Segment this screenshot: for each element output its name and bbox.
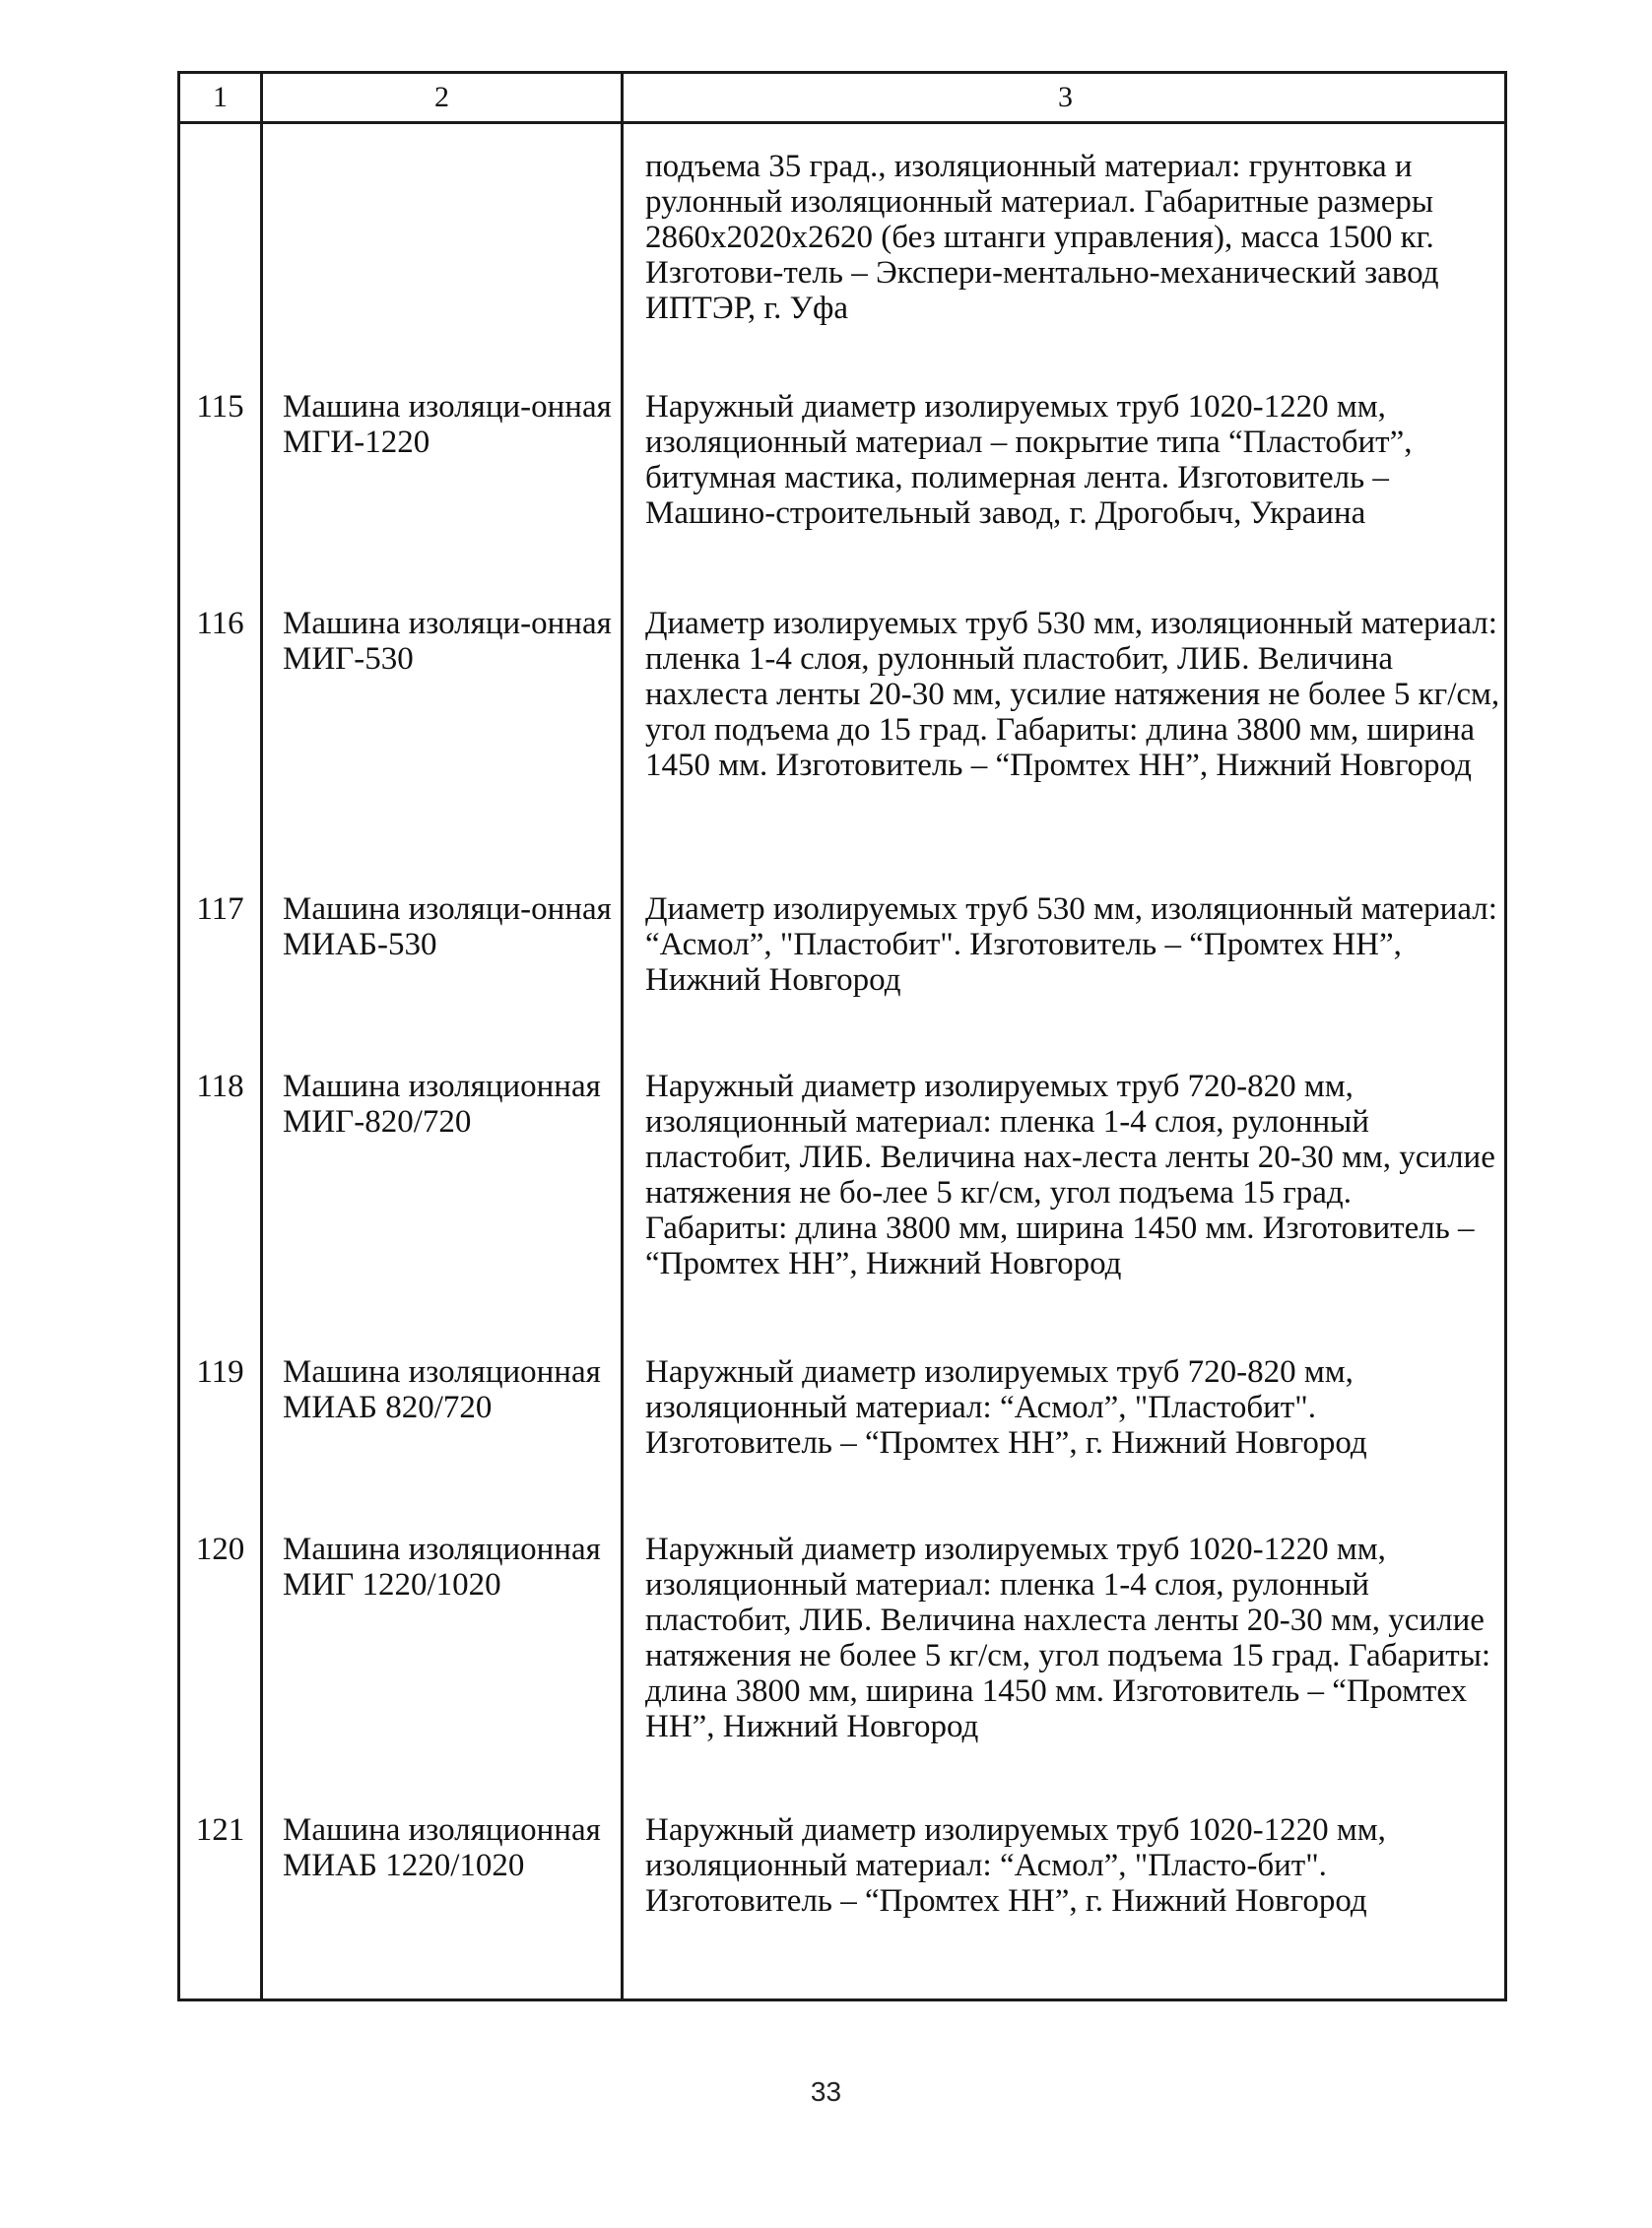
row-description: Наружный диаметр изолируемых труб 1020-1220 мм, изоляционный материал: пленка 1-4 слоя, рулонный пластобит, ЛИБ. Величина нахлеста ленты 20-30 мм, усилие натяжения не более 5 кг/см, угол подъема 15 град. Габариты: длина 3800 мм, ширина 1450 мм. Изготовитель – “Промтех НН”, Нижний Новгород bbox=[645, 1532, 1491, 1744]
row-description: Наружный диаметр изолируемых труб 720-820 мм, изоляционный материал: пленка 1-4 слоя, рулонный пластобит, ЛИБ. Величина нах-леста ленты 20-30 мм, усилие натяжения не бо-лее 5 кг/см, угол подъема 15 град. Габариты: длина 3800 мм, ширина 1450 мм. Изготовитель – “Промтех НН”, Нижний Новгород bbox=[645, 1069, 1495, 1281]
row-name: Машина изоляци-онная МГИ-1220 bbox=[283, 389, 612, 460]
row-name: Машина изоляци-онная МИГ-530 bbox=[283, 606, 612, 677]
row-number: 118 bbox=[196, 1069, 244, 1104]
row-name: Машина изоляционная МИГ-820/720 bbox=[283, 1069, 601, 1140]
equipment-table bbox=[177, 71, 1507, 2001]
page-number: 33 bbox=[810, 2076, 842, 2107]
row-number: 115 bbox=[196, 389, 244, 425]
row-description: подъема 35 град., изоляционный материал: грунтовка и рулонный изоляционный материал. Габаритные размеры 2860х2020х2620 (без штанги управления), масса 1500 кг. Изготови-тель – Экспери-ментально-механический завод ИПТЭР, г. Уфа bbox=[645, 149, 1439, 326]
row-number: 121 bbox=[195, 1812, 245, 1848]
column-divider-1 bbox=[260, 74, 263, 1999]
row-name: Машина изоляционная МИАБ 1220/1020 bbox=[283, 1812, 601, 1883]
row-description: Диаметр изолируемых труб 530 мм, изоляционный материал: пленка 1-4 слоя, рулонный пластобит, ЛИБ. Величина нахлеста ленты 20-30 мм, усилие натяжения не более 5 кг/см, угол подъема до 15 град. Габариты: длина 3800 мм, ширина 1450 мм. Изготовитель – “Промтех НН”, Нижний Новгород bbox=[645, 606, 1500, 783]
row-description: Наружный диаметр изолируемых труб 1020-1220 мм, изоляционный материал: “Асмол”, "Пласто-бит". Изготовитель – “Промтех НН”, г. Нижний Новгород bbox=[645, 1812, 1386, 1919]
row-name: Машина изоляци-онная МИАБ-530 bbox=[283, 891, 612, 962]
row-description: Диаметр изолируемых труб 530 мм, изоляционный материал: “Асмол”, "Пластобит". Изготовитель – “Промтех НН”, Нижний Новгород bbox=[645, 891, 1497, 998]
row-number: 119 bbox=[196, 1354, 244, 1390]
column-divider-2 bbox=[621, 74, 624, 1999]
header-col-2: 2 bbox=[434, 81, 449, 113]
row-description: Наружный диаметр изолируемых труб 720-820 мм, изоляционный материал: “Асмол”, "Пластобит". Изготовитель – “Промтех НН”, г. Нижний Новгород bbox=[645, 1354, 1367, 1461]
row-description: Наружный диаметр изолируемых труб 1020-1220 мм, изоляционный материал – покрытие типа “Пластобит”, битумная мастика, полимерная лента. Изготовитель – Машино-строительный завод, г. Дрогобыч, Украина bbox=[645, 389, 1413, 531]
table-header-row bbox=[180, 74, 1504, 124]
row-number: 117 bbox=[196, 891, 244, 927]
row-number: 116 bbox=[196, 606, 244, 641]
header-col-1: 1 bbox=[213, 81, 228, 113]
row-number: 120 bbox=[195, 1532, 245, 1567]
header-col-3: 3 bbox=[1058, 81, 1073, 113]
row-name: Машина изоляционная МИАБ 820/720 bbox=[283, 1354, 601, 1425]
row-name: Машина изоляционная МИГ 1220/1020 bbox=[283, 1532, 601, 1603]
